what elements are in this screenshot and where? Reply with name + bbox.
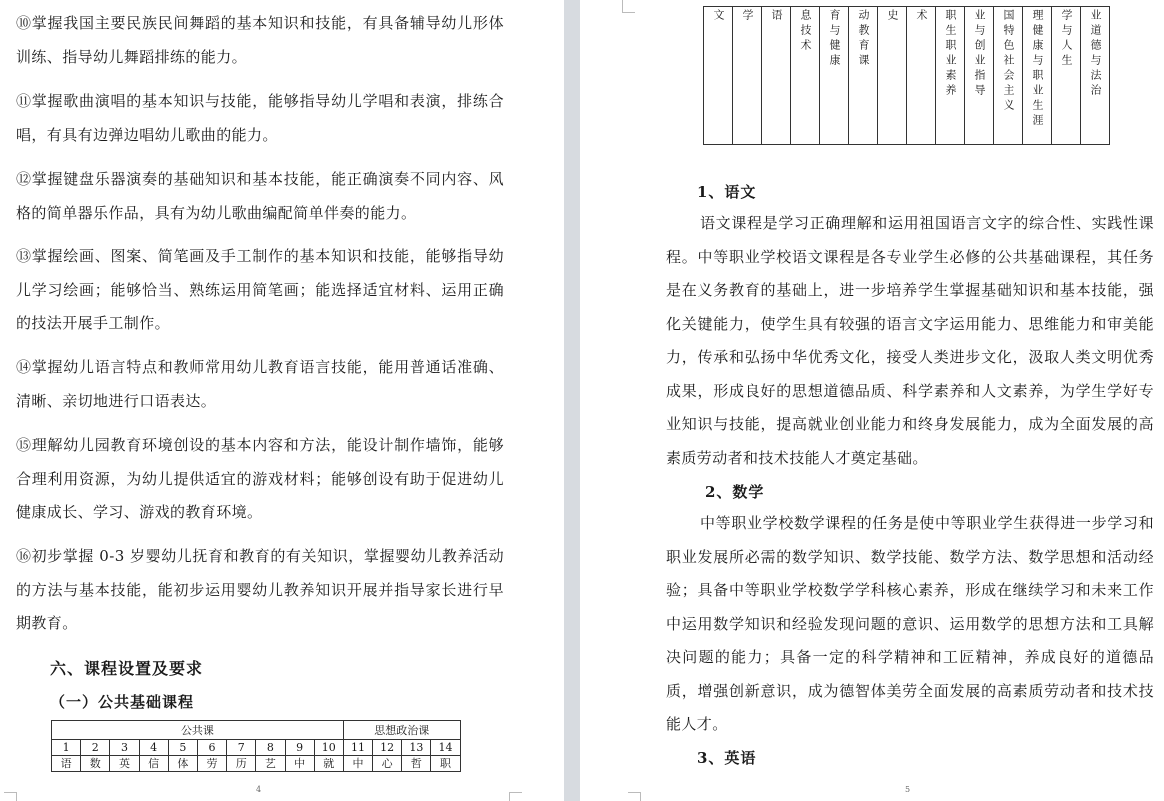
- sub-heading: （一）公共基础课程: [50, 693, 195, 711]
- table-cell-course: [878, 7, 907, 145]
- table-cell-course: 历: [227, 756, 256, 772]
- table-cell-course: [936, 7, 965, 145]
- table-row: [52, 740, 461, 756]
- page-number: 4: [256, 785, 262, 794]
- table-cell-label: 文: [712, 9, 725, 24]
- table-cell-label: 理健康与职业生涯: [1031, 9, 1044, 129]
- table-cell-label: 学与人生: [1060, 9, 1073, 69]
- paragraph-item-11: ⑪掌握歌曲演唱的基本知识与技能，能够指导幼儿学唱和表演，排练合唱，有具有边弹边唱幼儿歌曲的能力。: [16, 92, 504, 144]
- table-cell-course: [762, 7, 791, 145]
- page-corner-mark: [622, 0, 635, 13]
- course-heading-math: 2、数学: [705, 483, 765, 501]
- table-cell-label: 术: [915, 9, 928, 24]
- table-cell-label: 业道德与法治: [1089, 9, 1102, 99]
- table-cell-number: 5: [168, 740, 197, 756]
- table-cell-course: 英: [110, 756, 139, 772]
- table-cell-course: 中: [285, 756, 314, 772]
- table-cell-course: [994, 7, 1023, 145]
- table-cell-number: 8: [256, 740, 285, 756]
- table-cell-number: 4: [139, 740, 168, 756]
- table-cell-number: 13: [402, 740, 431, 756]
- course-heading-english: 3、英语: [697, 749, 757, 767]
- table-cell-label: 育与健康: [828, 9, 841, 69]
- course-heading-chinese: 1、语文: [697, 183, 757, 201]
- table-cell-label: 息技术: [799, 9, 812, 54]
- table-cell-course: 艺: [256, 756, 285, 772]
- table-cell-course: [849, 7, 878, 145]
- course-body-chinese: 语文课程是学习正确理解和运用祖国语言文字的综合性、实践性课程。中等职业学校语文课程是各专业学生必修的公共基础课程，其任务是在义务教育的基础上，进一步培养学生掌握基础知识和基本技能，强化关键能力，使学生具有较强的语言文字运用能力、思维能力和审美能力，传承和弘扬中华优秀文化，接受人类进步文化，汲取人类文明优秀成果，形成良好的思想道德品质、科学素养和人文素养，为学生学好专业知识与技能，提高就业创业能力和终身发展能力，成为全面发展的高素质劳动者和技术技能人才奠定基础。: [666, 214, 1154, 467]
- table-cell-course: [1052, 7, 1081, 145]
- table-cell-label: 职生职业素养: [944, 9, 957, 99]
- course-table-continued: [703, 6, 1110, 145]
- paragraph-item-10: ⑩掌握我国主要民族民间舞蹈的基本知识和技能，有具备辅导幼儿形体训练、指导幼儿舞蹈排练的能力。: [16, 14, 504, 66]
- table-cell-number: 12: [373, 740, 402, 756]
- table-cell-course: 就: [314, 756, 343, 772]
- table-cell-label: 学: [741, 9, 754, 24]
- table-cell-group-political: 思想政治课: [343, 721, 460, 740]
- table-cell-course: [1023, 7, 1052, 145]
- table-cell-course: [704, 7, 733, 145]
- table-cell-course: 信: [139, 756, 168, 772]
- paragraph-item-13: ⑬掌握绘画、图案、简笔画及手工制作的基本知识和技能，能够指导幼儿学习绘画；能够恰当、熟练运用简笔画；能选择适宜材料、运用正确的技法开展手工制作。: [16, 247, 504, 332]
- table-cell-number: 7: [227, 740, 256, 756]
- table-cell-course: [907, 7, 936, 145]
- table-cell-course: [820, 7, 849, 145]
- page-corner-mark: [509, 792, 522, 801]
- paragraph-item-15: ⑮理解幼儿园教育环境创设的基本内容和方法，能设计制作墙饰，能够合理利用资源，为幼儿提供适宜的游戏材料；能够创设有助于促进幼儿健康成长、学习、游戏的教育环境。: [16, 436, 504, 521]
- paragraph-item-14: ⑭掌握幼儿语言特点和教师常用幼儿教育语言技能，能用普通话准确、清晰、亲切地进行口语表达。: [16, 358, 504, 410]
- table-cell-number: 3: [110, 740, 139, 756]
- table-cell-number: 1: [52, 740, 81, 756]
- page-corner-mark: [4, 792, 17, 801]
- table-cell-course: [1081, 7, 1110, 145]
- course-body-math: 中等职业学校数学课程的任务是使中等职业学生获得进一步学习和职业发展所必需的数学知识、数学技能、数学方法、数学思想和活动经验；具备中等职业学校数学学科核心素养，形成在继续学习和未来工作中运用数学知识和经验发现问题的意识、运用数学的思想方法和工具解决问题的能力；具备一定的科学精神和工匠精神，养成良好的道德品质，增强创新意识，成为德智体美劳全面发展的高素质劳动者和技术技能人才。: [666, 514, 1154, 733]
- table-cell-course: [733, 7, 762, 145]
- table-cell-course: 哲: [402, 756, 431, 772]
- table-cell-label: 动教育课: [857, 9, 870, 69]
- table-cell-course: 中: [343, 756, 372, 772]
- table-cell-course: 劳: [197, 756, 226, 772]
- table-cell-course: [791, 7, 820, 145]
- page-gutter: [564, 0, 580, 801]
- table-row: [52, 756, 461, 772]
- table-cell-course: 心: [373, 756, 402, 772]
- paragraph-item-12: ⑫掌握键盘乐器演奏的基础知识和基本技能，能正确演奏不同内容、风格的简单器乐作品，具有为幼儿歌曲编配简单伴奏的能力。: [16, 170, 504, 222]
- page-number: 5: [905, 785, 911, 794]
- table-cell-number: 9: [285, 740, 314, 756]
- section-heading: 六、课程设置及要求: [50, 659, 204, 678]
- table-cell-course: 职: [431, 756, 460, 772]
- paragraph-item-16: ⑯初步掌握 0-3 岁婴幼儿抚育和教育的有关知识，掌握婴幼儿教养活动的方法与基本技能，能初步运用婴幼儿教养知识开展并指导家长进行早期教育。: [16, 547, 504, 632]
- table-cell-number: 10: [314, 740, 343, 756]
- table-cell-course: 语: [52, 756, 81, 772]
- table-cell-label: 业与创业指导: [973, 9, 986, 99]
- table-row: [52, 721, 461, 740]
- course-table: [51, 720, 461, 772]
- table-cell-group-public: 公共课: [52, 721, 344, 740]
- table-cell-course: 数: [81, 756, 110, 772]
- table-cell-course: 体: [168, 756, 197, 772]
- table-cell-number: 6: [197, 740, 226, 756]
- table-cell-label: 国特色社会主义: [1002, 9, 1015, 114]
- table-cell-number: 2: [81, 740, 110, 756]
- page-corner-mark: [628, 792, 641, 801]
- table-cell-label: 史: [886, 9, 899, 24]
- table-cell-number: 11: [343, 740, 372, 756]
- table-cell-label: 语: [770, 9, 783, 24]
- table-cell-number: 14: [431, 740, 460, 756]
- table-row: [704, 7, 1110, 145]
- document-page-4: [0, 0, 564, 801]
- table-cell-course: [965, 7, 994, 145]
